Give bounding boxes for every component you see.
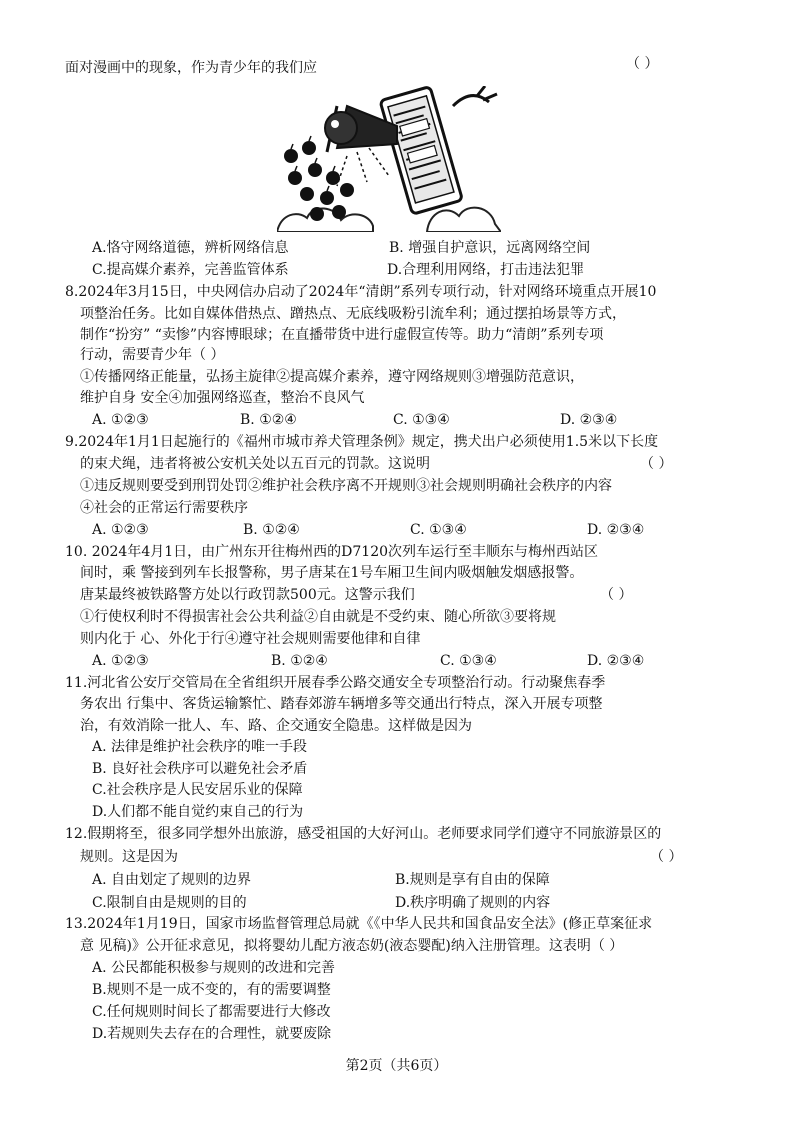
q12-stem-line: 12.假期将至，很多同学想外出旅游，感受祖国的大好河山。老师要求同学们遵守不同旅游景区的 xyxy=(65,826,662,842)
answer-blank: （ ） xyxy=(600,587,633,603)
option-c[interactable]: C.提高媒介素养，完善监管体系 xyxy=(92,262,289,278)
q9-option-a[interactable]: A. ①②③ xyxy=(92,522,149,538)
option-d[interactable]: D.合理利用网络，打击违法犯罪 xyxy=(387,262,585,278)
page-number: 第2页（共6页） xyxy=(345,1058,448,1074)
answer-blank: （ ） xyxy=(650,849,683,865)
q10-stem-line: 唐某最终被铁路警方处以行政罚款500元。这警示我们 xyxy=(80,587,415,603)
option-a[interactable]: A.恪守网络道德，辨析网络信息 xyxy=(92,240,289,256)
answer-blank: （ ） xyxy=(640,456,673,472)
q11-option-d[interactable]: D.人们都不能自觉约束自己的行为 xyxy=(92,804,304,820)
q10-statement-line: 则内化于 心、外化于行④遵守社会规则需要他律和自律 xyxy=(80,631,421,647)
answer-blank: （ ） xyxy=(626,56,659,72)
q11-option-b[interactable]: B. 良好社会秩序可以避免社会矛盾 xyxy=(92,761,308,777)
q11-option-a[interactable]: A. 法律是维护社会秩序的唯一手段 xyxy=(92,739,308,755)
q13-option-d[interactable]: D.若规则失去存在的合理性，就要废除 xyxy=(92,1026,332,1042)
q13-option-b[interactable]: B.规则不是一成不变的，有的需要调整 xyxy=(92,982,331,998)
q12-option-d[interactable]: D.秩序明确了规则的内容 xyxy=(395,895,551,911)
q9-statement-line: ①违反规则要受到刑罚处罚②维护社会秩序离不开规则③社会规则明确社会秩序的内容 xyxy=(80,478,612,494)
q10-option-a[interactable]: A. ①②③ xyxy=(92,653,149,669)
q9-statement-line: ④社会的正常运行需要秩序 xyxy=(80,500,248,516)
question-stem: 面对漫画中的现象，作为青少年的我们应 xyxy=(65,60,317,76)
q8-option-b[interactable]: B. ①②④ xyxy=(240,412,297,428)
q9-option-b[interactable]: B. ①②④ xyxy=(243,522,300,538)
option-b[interactable]: B. 增强自护意识，远离网络空间 xyxy=(389,240,591,256)
q10-stem-line: 10. 2024年4月1日，由广州东开往梅州西的D7120次列车运行至丰顺东与梅州西站区 xyxy=(65,544,599,560)
q10-option-b[interactable]: B. ①②④ xyxy=(271,653,328,669)
q11-stem-line: 务农出 行集中、客货运输繁忙、踏春郊游车辆增多等交通出行特点，深入开展专项整 xyxy=(80,696,603,712)
q9-option-d[interactable]: D. ②③④ xyxy=(587,522,645,538)
q10-stem-line: 间时，乘 警接到列车长报警称，男子唐某在1号车厢卫生间内吸烟触发烟感报警。 xyxy=(80,565,584,581)
q9-option-c[interactable]: C. ①③④ xyxy=(410,522,467,538)
q13-option-c[interactable]: C.任何规则时间长了都需要进行大修改 xyxy=(92,1004,331,1020)
q11-stem-line: 治，有效消除一批人、车、路、企交通安全隐患。这样做是因为 xyxy=(80,718,472,734)
q11-stem-line: 11.河北省公安厅交管局在全省组织开展春季公路交通安全专项整治行动。行动聚焦春季 xyxy=(65,675,606,691)
q13-stem-line: 意 见稿)》公开征求意见，拟将婴幼儿配方液态奶(液态婴配)纳入注册管理。这表明（ ） xyxy=(80,938,624,954)
q8-option-c[interactable]: C. ①③④ xyxy=(393,412,450,428)
q10-option-d[interactable]: D. ②③④ xyxy=(587,653,645,669)
q11-option-c[interactable]: C.社会秩序是人民安居乐业的保障 xyxy=(92,782,303,798)
q10-option-c[interactable]: C. ①③④ xyxy=(440,653,497,669)
q8-option-a[interactable]: A. ①②③ xyxy=(92,412,149,428)
q13-stem-line: 13.2024年1月19日，国家市场监督管理总局就《《中华人民共和国食品安全法》(修正草案征求 xyxy=(65,916,653,932)
cartoon-illustration xyxy=(277,86,501,232)
q13-option-a[interactable]: A. 公民都能积极参与规则的改进和完善 xyxy=(92,960,336,976)
q10-statement-line: ①行使权利时不得损害社会公共利益②自由就是不受约束、随心所欲③要将规 xyxy=(80,609,556,625)
q9-stem-line: 9.2024年1月1日起施行的《福州市城市养犬管理条例》规定，携犬出户必须使用1.5米以下长度 xyxy=(65,434,659,450)
q12-option-c[interactable]: C.限制自由是规则的目的 xyxy=(92,895,247,911)
q8-option-d[interactable]: D. ②③④ xyxy=(560,412,618,428)
q8-statement-line: 维护自身 安全④加强网络巡查，整治不良风气 xyxy=(80,390,365,406)
q12-stem-line: 规则。这是因为 xyxy=(80,849,178,865)
q12-option-a[interactable]: A. 自由划定了规则的边界 xyxy=(92,872,252,888)
q8-statement-line: ①传播网络正能量，弘扬主旋律②提高媒介素养，遵守网络规则③增强防范意识， xyxy=(80,369,584,385)
q12-option-b[interactable]: B.规则是享有自由的保障 xyxy=(395,872,550,888)
q8-stem-line: 8.2024年3月15日，中央网信办启动了2024年“清朗”系列专项行动，针对网络环境重点开展10 xyxy=(65,284,657,300)
q8-stem-line: 制作“扮穷” “卖惨”内容博眼球；在直播带货中进行虚假宣传等。助力“清朗”系列专项 xyxy=(80,327,604,343)
q9-stem-line: 的束犬绳，违者将被公安机关处以五百元的罚款。这说明 xyxy=(80,456,430,472)
q8-stem-line: 行动，需要青少年（ ） xyxy=(80,347,225,363)
q8-stem-line: 项整治任务。比如自媒体借热点、蹭热点、无底线吸粉引流牟利；通过摆拍场景等方式， xyxy=(80,306,626,322)
